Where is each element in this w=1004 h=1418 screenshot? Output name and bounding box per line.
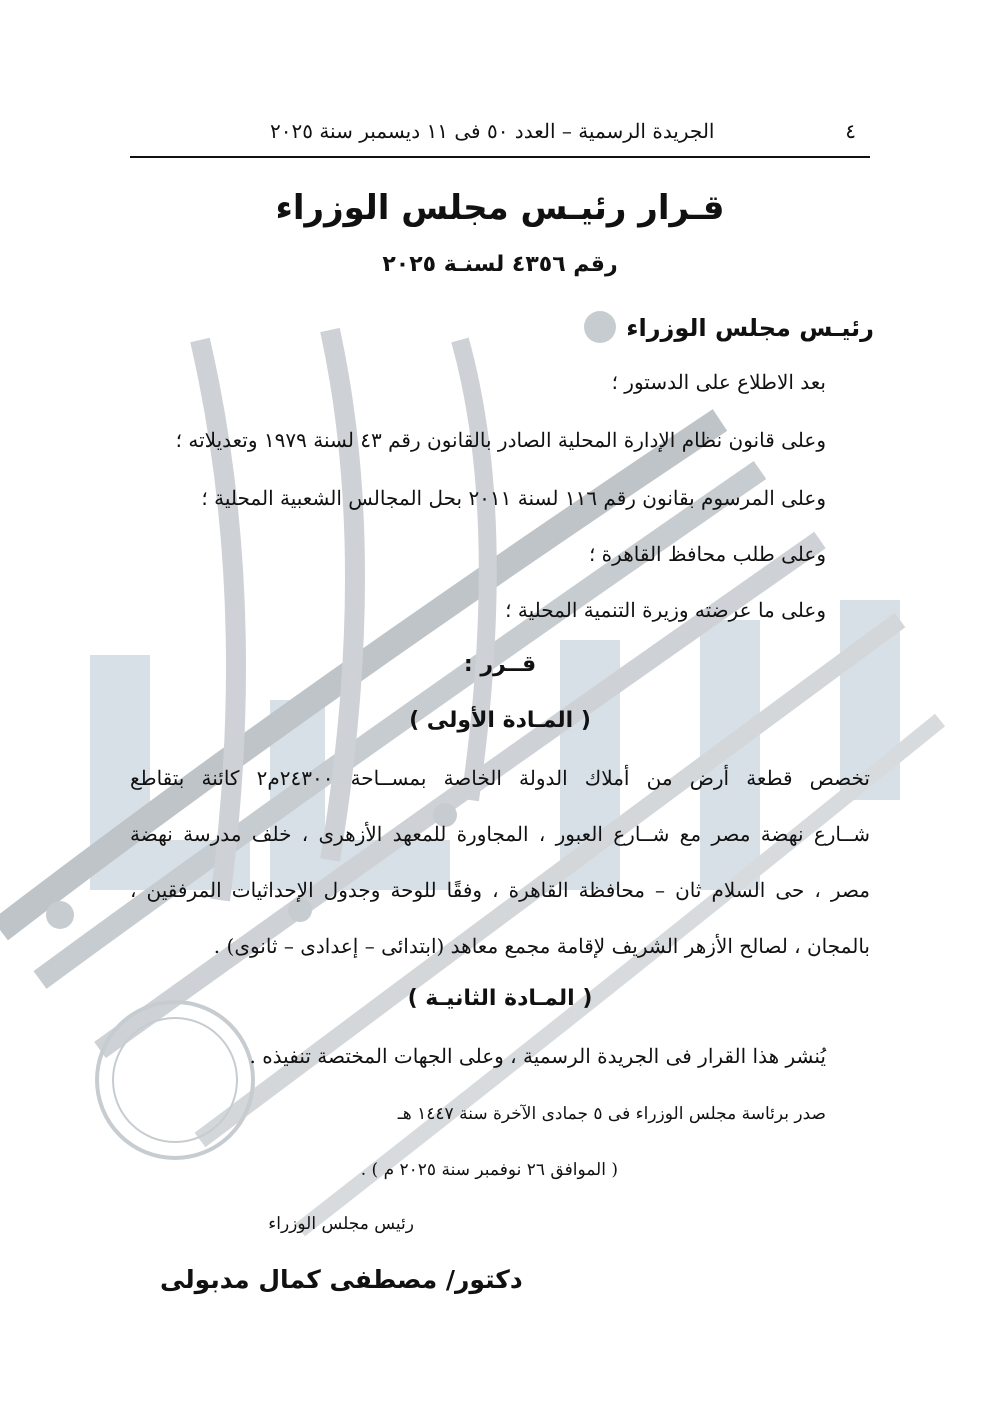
signatory-name: دكتور/ مصطفى كمال مدبولى bbox=[160, 1265, 523, 1294]
signatory-title: رئيس مجلس الوزراء bbox=[268, 1214, 414, 1234]
issued-date: صدر برئاسة مجلس الوزراء فى ٥ جمادى الآخرة سنة ١٤٤٧ هـ bbox=[397, 1104, 826, 1124]
page-number: ٤ bbox=[845, 119, 856, 143]
decree-number: رقم ٤٣٥٦ لسنـة ٢٠٢٥ bbox=[382, 252, 618, 277]
preamble-line-4: وعلى طلب محافظ القاهرة ؛ bbox=[588, 542, 826, 566]
article-1-heading: ( المـادة الأولى ) bbox=[409, 708, 591, 733]
article-1-line-1: تخصص قطعة أرض من أملاك الدولة الخاصة بمســاحة ٢٤٣٠٠م٢ كائنة بتقاطع bbox=[130, 766, 871, 790]
article-1-line-4: بالمجان ، لصالح الأزهر الشريف لإقامة مجمع معاهد (ابتدائى – إعدادى – ثانوى) . bbox=[213, 934, 870, 958]
article-2-heading: ( المـادة الثانيـة ) bbox=[407, 986, 593, 1011]
article-1-line-2: شــارع نهضة مصر مع شــارع العبور ، المجاورة للمعهد الأزهرى ، خلف مدرسة نهضة bbox=[130, 822, 871, 846]
running-title: الجريدة الرسمية – العدد ٥٠ فى ١١ ديسمبر سنة ٢٠٢٥ bbox=[270, 119, 715, 143]
corresponding-date: ( الموافق ٢٦ نوفمبر سنة ٢٠٢٥ م ) . bbox=[360, 1160, 618, 1180]
preamble-line-5: وعلى ما عرضته وزيرة التنمية المحلية ؛ bbox=[505, 598, 826, 622]
decree-title: قـرار رئيـس مجلس الوزراء bbox=[275, 188, 725, 228]
preamble-line-3: وعلى المرسوم بقانون رقم ١١٦ لسنة ٢٠١١ بحل المجالس الشعبية المحلية ؛ bbox=[201, 486, 826, 510]
preamble-line-1: بعد الاطلاع على الدستور ؛ bbox=[611, 370, 826, 394]
header-divider bbox=[130, 156, 870, 158]
issuing-authority: رئيـس مجلس الوزراء bbox=[626, 314, 874, 342]
running-header bbox=[130, 116, 870, 146]
decided-heading: قــرر : bbox=[463, 652, 537, 677]
article-1-line-3: مصر ، حى السلام ثان – محافظة القاهرة ، وفقًا للوحة وجدول الإحداثيات المرفقين ، bbox=[130, 878, 870, 902]
preamble-line-2: وعلى قانون نظام الإدارة المحلية الصادر بالقانون رقم ٤٣ لسنة ١٩٧٩ وتعديلاته ؛ bbox=[175, 428, 826, 452]
article-2-text: يُنشر هذا القرار فى الجريدة الرسمية ، وعلى الجهات المختصة تنفيذه . bbox=[249, 1044, 826, 1068]
